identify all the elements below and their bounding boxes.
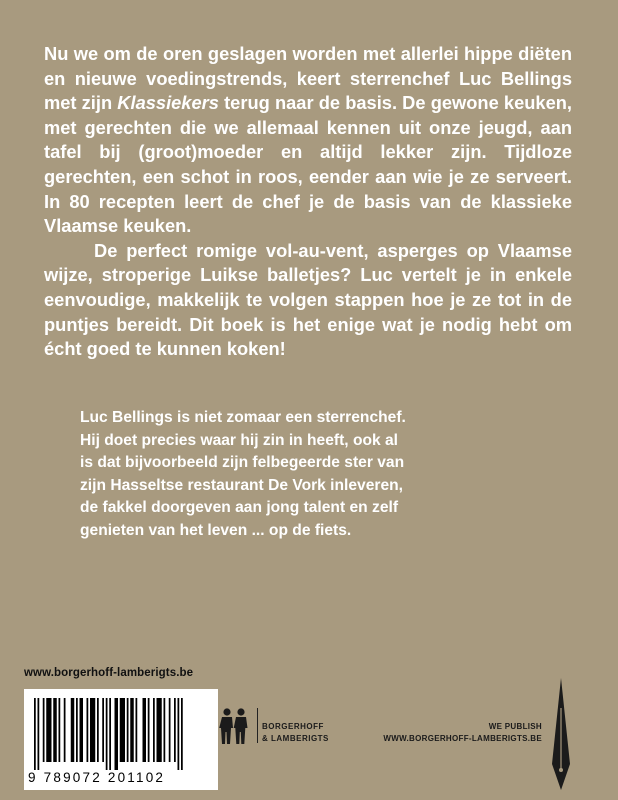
barcode-bar [120, 698, 125, 762]
pen-nib-icon [548, 678, 574, 790]
barcode-bar [181, 698, 183, 770]
two-figures-logo-icon [216, 707, 254, 745]
barcode-bar [90, 698, 95, 762]
barcode-bar [34, 698, 36, 770]
we-publish-website: WWW.BORGERHOFF-LAMBERIGTS.BE [383, 734, 542, 743]
isbn-number: 9 789072 201102 [28, 770, 166, 785]
barcode-bars [34, 698, 208, 770]
blurb-p1-text: Nu we om de oren geslagen worden met allerlei hippe diëten en nieuwe voedingstrends, keert sterrenchef Luc Bellings met zijn [44, 43, 572, 114]
blurb-p1-text-cont: terug naar de basis. De gewone keuken, met gerechten die we allemaal kennen uit onze jeugd, aan tafel bij (groot)moeder en altijd lekker zijn. Tijdloze gerechten, een schot in roos, eender aan wie je ze serveert. In 80 recepten leert de chef je de basis van de klassieke Vlaamse keuken. [44, 92, 572, 237]
barcode-bar [143, 698, 147, 762]
author-quote [80, 407, 520, 542]
barcode-bar [130, 698, 134, 762]
blurb [44, 42, 572, 362]
book-title-italic: Klassiekers [117, 92, 219, 114]
quote-line: Hij doet precies waar hij zin in heeft, ook al [80, 431, 399, 449]
publisher-website: www.borgerhoff-lamberigts.be [24, 667, 194, 679]
barcode-bar [87, 698, 89, 762]
barcode-bar [174, 698, 176, 762]
barcode-bar [76, 698, 78, 762]
barcode-bar [157, 698, 162, 762]
quote-line: zijn Hasseltse restaurant De Vork inleveren, [80, 476, 403, 494]
barcode-bar [109, 698, 111, 770]
barcode-bar [127, 698, 129, 762]
barcode-bar [164, 698, 166, 762]
quote-line: Luc Bellings is niet zomaar een sterrenchef. [80, 409, 406, 426]
we-publish-label: WE PUBLISH [488, 722, 542, 731]
barcode-bar [46, 698, 51, 762]
barcode-bar [71, 698, 75, 762]
barcode-bar [59, 698, 61, 762]
publisher-name-line1: BORGERHOFF [262, 722, 324, 731]
barcode-bar [64, 698, 66, 762]
logo-divider [257, 708, 258, 743]
barcode-bar [38, 698, 40, 770]
barcode-bar [169, 698, 171, 762]
quote-line: is dat bijvoorbeeld zijn felbegeerde ster van [80, 454, 405, 471]
barcode-bar [53, 698, 57, 762]
barcode-bar [115, 698, 119, 770]
quote-line: de fakkel doorgeven aan jong talent en zelf [80, 499, 399, 516]
barcode-bar [106, 698, 108, 770]
barcode-bar [136, 698, 138, 762]
blurb-paragraph-2: De perfect romige vol-au-vent, asperges op Vlaamse wijze, stroperige Luikse balletjes? Luc vertelt je in enkele eenvoudige, makkelijk te volgen stappen hoe je ze tot in de puntjes bereidt. Dit boek is het enige wat je nodig hebt om écht goed te kunnen koken! [44, 239, 572, 360]
blurb-paragraph-1 [44, 42, 572, 239]
barcode-bar [102, 698, 104, 762]
barcode-bar [178, 698, 180, 770]
barcode-bar [148, 698, 150, 762]
barcode-bar [153, 698, 155, 762]
barcode [24, 689, 218, 790]
publisher-name-line2: & LAMBERIGTS [262, 734, 329, 743]
barcode-bar [43, 698, 45, 762]
quote-line: genieten van het leven ... op de fiets. [80, 521, 352, 539]
barcode-bar [80, 698, 84, 762]
barcode-bar [97, 698, 99, 762]
